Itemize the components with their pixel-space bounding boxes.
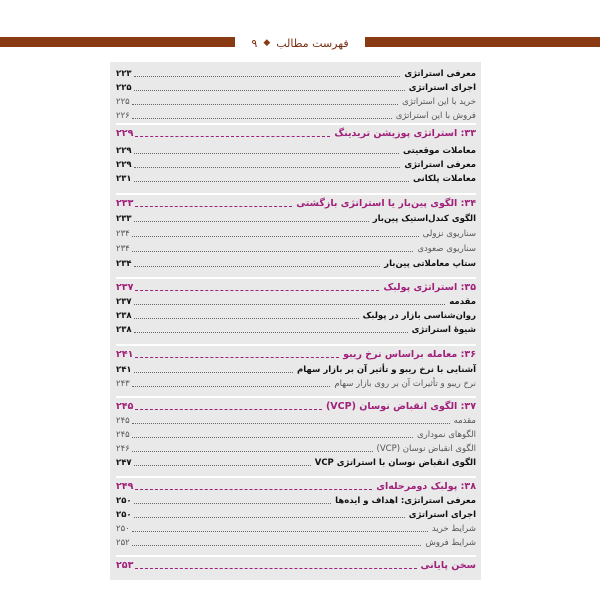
toc-row[interactable] xyxy=(116,294,476,308)
toc-row[interactable] xyxy=(116,171,476,185)
toc-row[interactable] xyxy=(116,535,476,549)
toc-row[interactable] xyxy=(116,226,476,240)
toc-page-number: ۲۴۳ xyxy=(116,379,130,389)
toc-row[interactable] xyxy=(116,66,476,80)
toc-entry-title: ستاپ معاملاتی پین‌بار xyxy=(384,259,476,269)
section-divider xyxy=(116,396,476,398)
toc-entry-title: الگوهای نموداری xyxy=(416,430,476,440)
toc-page-number: ۲۵۲ xyxy=(116,538,130,548)
dot-leader xyxy=(132,531,428,532)
toc-entry-title: ۳۵: استراتژی پولبک xyxy=(383,282,476,293)
toc-page-number: ۲۲۶ xyxy=(116,111,130,121)
toc-entry-title: معرفی استراتژی xyxy=(404,160,476,170)
section-divider xyxy=(116,555,476,557)
toc-entry-title: ۳۴: الگوی پین‌بار یا استراتژی بازگشتی xyxy=(296,198,476,209)
dot-leader xyxy=(134,465,311,466)
dot-leader xyxy=(132,251,414,252)
section-divider xyxy=(116,476,476,478)
dot-leader xyxy=(134,266,381,267)
toc-entry-title: مقدمه xyxy=(449,297,476,307)
header-bar-left xyxy=(0,37,235,47)
section-divider xyxy=(116,344,476,346)
toc-page-number: ۲۲۹ xyxy=(116,146,132,156)
toc-row[interactable] xyxy=(116,507,476,521)
dot-leader xyxy=(135,489,372,490)
dot-leader xyxy=(132,545,422,546)
toc-row[interactable] xyxy=(116,143,476,157)
dot-leader xyxy=(132,104,398,105)
toc-page-number: ۲۴۶ xyxy=(116,444,130,454)
toc-page-number: ۲۴۵ xyxy=(116,430,130,440)
dot-leader xyxy=(132,437,413,438)
toc-row[interactable] xyxy=(116,241,476,255)
toc-entry-title: الگوی کندل‌استیک پین‌بار xyxy=(372,214,476,224)
toc-page-number: ۲۴۵ xyxy=(116,416,130,426)
toc-page-number: ۲۴۱ xyxy=(116,349,134,360)
dot-leader xyxy=(132,386,331,387)
toc-row[interactable] xyxy=(116,376,476,390)
section-divider xyxy=(116,277,476,279)
toc-page-number: ۲۲۳ xyxy=(116,69,132,79)
toc-page-number: ۲۲۹ xyxy=(116,160,132,170)
toc-page-number: ۲۳۳ xyxy=(116,198,134,209)
toc-entry-title: ۳۸: پولبک دومرحله‌ای xyxy=(376,481,476,492)
toc-page-number: ۲۵۰ xyxy=(116,524,130,534)
dot-leader xyxy=(132,451,373,452)
dot-leader xyxy=(134,181,409,182)
toc-row[interactable] xyxy=(116,308,476,322)
toc-row[interactable] xyxy=(116,322,476,336)
toc-entry-title: شیوهٔ استراتژی xyxy=(411,325,476,335)
dot-leader xyxy=(134,503,332,504)
toc-entry-title: آشنایی با نرخ ریبو و تأثیر آن بر بازار سهام xyxy=(297,365,476,375)
toc-row[interactable] xyxy=(116,211,476,225)
dot-leader xyxy=(132,236,419,237)
toc-page-number: ۲۳۴ xyxy=(116,259,132,269)
toc-page-number: ۲۳۸ xyxy=(116,325,132,335)
toc-page-number: ۲۳۴ xyxy=(116,244,130,254)
dot-leader xyxy=(134,153,399,154)
toc-row[interactable] xyxy=(116,94,476,108)
toc-row[interactable] xyxy=(116,80,476,94)
toc-page-number: ۲۲۵ xyxy=(116,83,132,93)
toc-row[interactable] xyxy=(116,157,476,171)
toc-entry-title: معاملات پلکانی xyxy=(412,174,476,184)
dot-leader xyxy=(134,372,293,373)
toc-section-row[interactable] xyxy=(116,347,476,361)
toc-entry-title: الگوی انقباض نوسان (VCP) xyxy=(376,444,476,454)
toc-row[interactable] xyxy=(116,493,476,507)
toc-entry-title: ۳۷: الگوی انقباض نوسان (VCP) xyxy=(325,401,476,412)
header-bar-right xyxy=(365,37,600,47)
toc-section-row[interactable] xyxy=(116,479,476,493)
dot-leader xyxy=(134,332,408,333)
toc-entry-title: اجرای استراتژی xyxy=(408,510,476,520)
toc-row[interactable] xyxy=(116,413,476,427)
toc-entry-title: مقدمه xyxy=(453,416,476,426)
toc-entry-title: نرخ ریبو و تأثیرات آن بر روی بازار سهام xyxy=(334,379,476,389)
dot-leader xyxy=(135,409,322,410)
toc-page-number: ۲۲۹ xyxy=(116,128,134,139)
toc-page-number: ۲۳۴ xyxy=(116,229,130,239)
toc-row[interactable] xyxy=(116,427,476,441)
header-page-number: ۹ xyxy=(251,36,258,50)
toc-entry-title: روان‌شناسی بازار در پولبک xyxy=(362,311,476,321)
toc-section-row[interactable] xyxy=(116,126,476,140)
toc-section-row[interactable] xyxy=(116,399,476,413)
toc-entry-title: خرید با این استراتژی xyxy=(402,97,476,107)
toc-row[interactable] xyxy=(116,441,476,455)
toc-page-number: ۲۵۳ xyxy=(116,560,134,571)
dot-leader xyxy=(134,167,401,168)
toc-entry-title: فروش با این استراتژی xyxy=(395,111,476,121)
toc-section-row[interactable] xyxy=(116,280,476,294)
toc-entry-title: سخن پایانی xyxy=(420,560,476,571)
toc-row[interactable] xyxy=(116,108,476,122)
dot-leader xyxy=(134,90,405,91)
toc-entry-title: اجرای استراتژی xyxy=(408,83,476,93)
dot-leader xyxy=(134,76,401,77)
toc-page-number: ۲۴۱ xyxy=(116,365,132,375)
dot-leader xyxy=(135,206,292,207)
toc-row[interactable] xyxy=(116,256,476,270)
dot-leader xyxy=(135,136,330,137)
toc-page-number: ۲۵۰ xyxy=(116,496,132,506)
dot-leader xyxy=(134,221,369,222)
toc-row[interactable] xyxy=(116,362,476,376)
toc-entry-title: معرفی استراتژی: اهداف و ایده‌ها xyxy=(335,496,476,506)
dot-leader xyxy=(132,423,450,424)
dot-leader xyxy=(134,517,405,518)
toc-entry-title: الگوی انقباض نوسان با استراتژی VCP xyxy=(314,458,476,468)
dot-leader xyxy=(135,568,416,569)
header-title: فهرست مطالب xyxy=(276,36,349,50)
toc-entry-title: معاملات موقعیتی xyxy=(403,146,476,156)
toc-page-number: ۲۴۵ xyxy=(116,401,134,412)
toc-row[interactable] xyxy=(116,455,476,469)
section-divider xyxy=(116,193,476,195)
toc-entry-title: شرایط فروش xyxy=(425,538,476,548)
toc-page-number: ۲۴۹ xyxy=(116,481,134,492)
toc-entry-title: معرفی استراتژی xyxy=(404,69,476,79)
toc-page-number: ۲۳۷ xyxy=(116,282,134,293)
toc-page-number: ۲۳۸ xyxy=(116,311,132,321)
dot-leader xyxy=(135,357,339,358)
toc-page-number: ۲۲۵ xyxy=(116,97,130,107)
dot-leader xyxy=(135,290,379,291)
dot-leader xyxy=(132,118,392,119)
toc-entry-title: ۳۶: معامله براساس نرخ ریبو xyxy=(343,349,476,360)
dot-leader xyxy=(134,304,446,305)
toc-section-row[interactable] xyxy=(116,558,476,572)
toc-entry-title: ۳۳: استراتژی پوزیشن تریدینگ xyxy=(334,128,476,139)
dot-leader xyxy=(134,318,359,319)
toc-entry-title: سناریوی صعودی xyxy=(417,244,476,254)
page-header xyxy=(235,35,365,51)
toc-section-row[interactable] xyxy=(116,196,476,210)
toc-entry-title: سناریوی نزولی xyxy=(422,229,476,239)
toc-row[interactable] xyxy=(116,521,476,535)
toc-page-number: ۲۵۰ xyxy=(116,510,132,520)
toc-entry-title: شرایط خرید xyxy=(431,524,476,534)
toc-page-number: ۲۴۷ xyxy=(116,458,132,468)
section-divider xyxy=(116,123,476,125)
toc-page-number: ۲۳۱ xyxy=(116,174,132,184)
toc-page-number: ۲۳۳ xyxy=(116,214,132,224)
diamond-icon: ◆ xyxy=(263,38,271,48)
toc-page-number: ۲۳۷ xyxy=(116,297,132,307)
